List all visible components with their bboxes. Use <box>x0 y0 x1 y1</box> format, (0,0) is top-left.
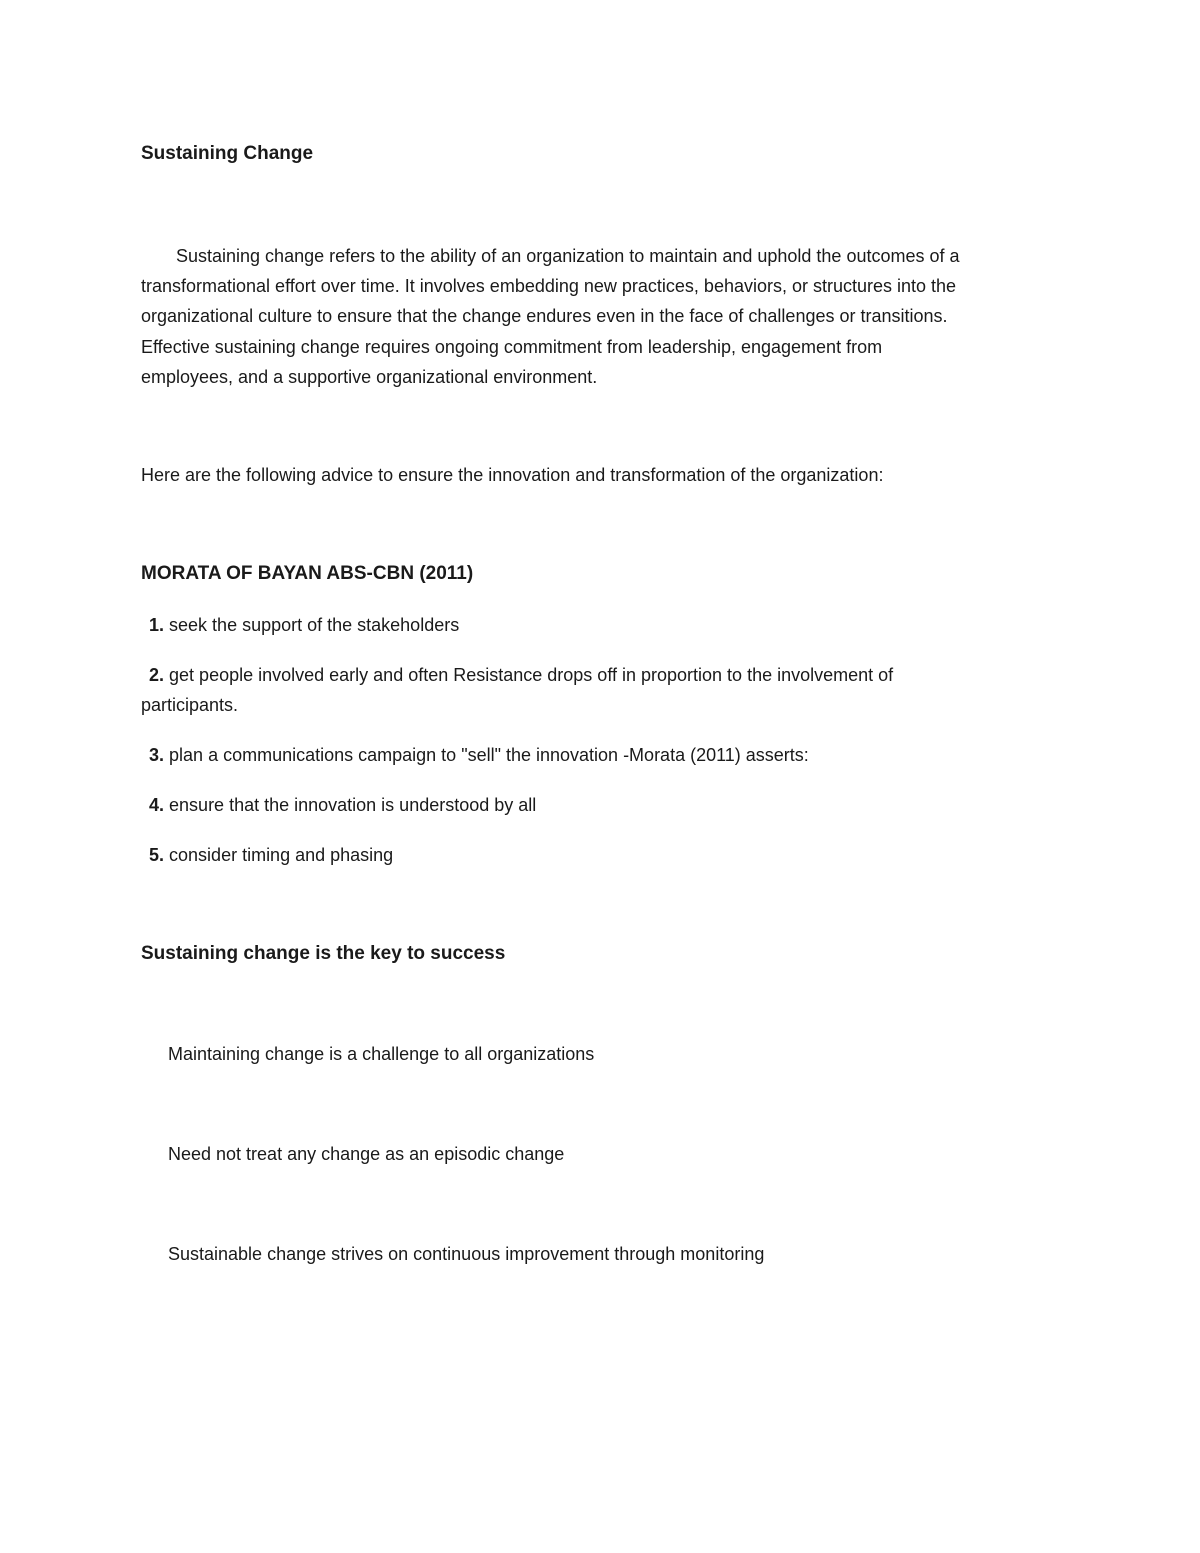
key-point: Sustainable change strives on continuous improvement through monitoring <box>168 1244 765 1264</box>
list-number: 1. <box>149 615 165 635</box>
paragraph-line: Effective sustaining change requires ongoing commitment from leadership, engagement from <box>141 337 883 357</box>
list-text: consider timing and phasing <box>169 845 394 865</box>
paragraph-line: employees, and a supportive organizational environment. <box>141 367 598 387</box>
paragraph-line: Sustaining change refers to the ability of an organization to maintain and uphold the outcomes of a <box>176 246 960 266</box>
key-heading: Sustaining change is the key to success <box>141 943 506 964</box>
list-item <box>149 745 809 766</box>
list-item-continuation: participants. <box>141 695 239 715</box>
list-number: 3. <box>149 745 165 765</box>
key-point: Maintaining change is a challenge to all organizations <box>168 1044 595 1064</box>
section-heading: MORATA OF BAYAN ABS-CBN (2011) <box>141 563 474 584</box>
paragraph-line: organizational culture to ensure that the change endures even in the face of challenges or transitions. <box>141 306 948 326</box>
list-text: ensure that the innovation is understood by all <box>169 795 537 815</box>
intro-text: Here are the following advice to ensure the innovation and transformation of the organization: <box>141 465 884 485</box>
list-number: 2. <box>149 665 165 685</box>
list-item <box>149 845 393 866</box>
list-number: 5. <box>149 845 165 865</box>
list-text: seek the support of the stakeholders <box>169 615 460 635</box>
key-point: Need not treat any change as an episodic change <box>168 1144 565 1164</box>
list-number: 4. <box>149 795 165 815</box>
list-item <box>149 615 459 636</box>
document-title: Sustaining Change <box>141 143 314 164</box>
paragraph-line: transformational effort over time. It involves embedding new practices, behaviors, or structures into the <box>141 276 957 296</box>
list-item <box>149 795 536 816</box>
list-item <box>149 665 893 686</box>
list-text: get people involved early and often Resistance drops off in proportion to the involvement of <box>169 665 894 685</box>
list-text: plan a communications campaign to "sell" the innovation -Morata (2011) asserts: <box>169 745 809 765</box>
